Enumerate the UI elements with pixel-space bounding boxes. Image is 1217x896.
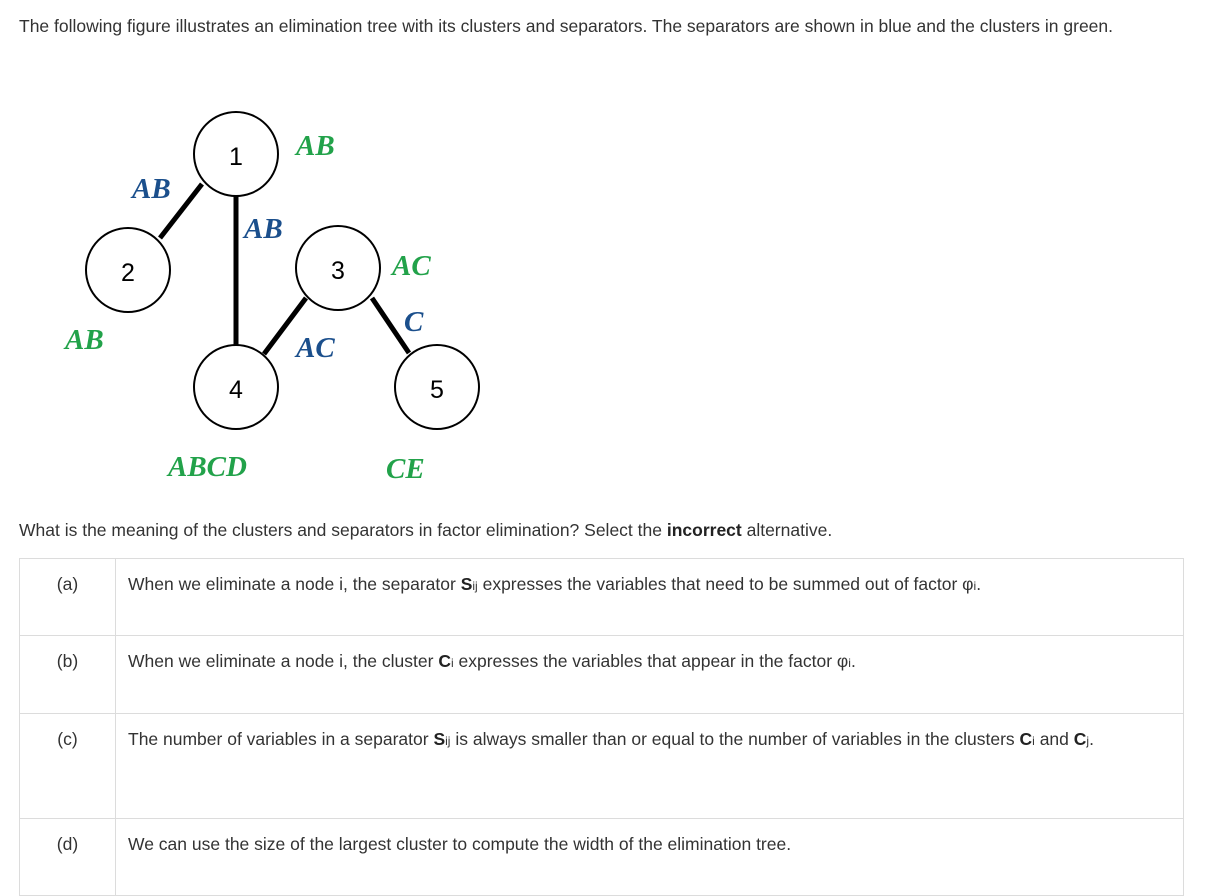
node-label-3: 3 xyxy=(331,257,345,285)
option-row-c[interactable] xyxy=(20,714,1184,819)
question-before: What is the meaning of the clusters and separators in factor elimination? Select the xyxy=(19,520,667,540)
cluster-label-2: AB xyxy=(65,324,104,356)
tree-node-1 xyxy=(194,112,278,196)
node-label-5: 5 xyxy=(430,376,444,404)
option-text-b: When we eliminate a node i, the cluster Ci expresses the variables that appear in the factor φi. xyxy=(116,636,1184,714)
options-table xyxy=(19,558,1184,896)
separator-label-3-5: C xyxy=(404,306,424,338)
option-text-a: When we eliminate a node i, the separator Sij expresses the variables that need to be summed out of factor φi. xyxy=(116,559,1184,636)
node-label-2: 2 xyxy=(121,259,135,287)
cluster-label-1: AB xyxy=(296,130,335,162)
node-label-4: 4 xyxy=(229,376,243,404)
cluster-label-4: ABCD xyxy=(168,451,247,483)
option-row-a[interactable] xyxy=(20,559,1184,636)
option-text-d: We can use the size of the largest cluster to compute the width of the elimination tree. xyxy=(116,819,1184,896)
separator-label-1-2: AB xyxy=(132,173,171,205)
separator-label-1-4: AB xyxy=(244,213,283,245)
tree-node-4 xyxy=(194,345,278,429)
cluster-label-5: CE xyxy=(386,453,425,485)
intro-text: The following figure illustrates an elimination tree with its clusters and separators. The separators are shown in blue and the clusters in green. xyxy=(19,16,1113,36)
tree-node-2 xyxy=(86,228,170,312)
option-letter-d: (d) xyxy=(20,819,116,896)
tree-node-3 xyxy=(296,226,380,310)
option-row-b[interactable] xyxy=(20,636,1184,714)
option-letter-c: (c) xyxy=(20,714,116,819)
elimination-tree-figure xyxy=(0,0,520,500)
option-letter-b: (b) xyxy=(20,636,116,714)
option-row-d[interactable] xyxy=(20,819,1184,896)
tree-node-5 xyxy=(395,345,479,429)
option-letter-a: (a) xyxy=(20,559,116,636)
question-after: alternative. xyxy=(741,520,833,540)
separator-label-3-4: AC xyxy=(296,332,335,364)
node-label-1: 1 xyxy=(229,143,243,171)
cluster-label-3: AC xyxy=(392,250,431,282)
question-text xyxy=(19,516,832,544)
option-text-c: The number of variables in a separator Sij is always smaller than or equal to the number of variables in the clusters Ci and Cj. xyxy=(116,714,1184,819)
question-bold: incorrect xyxy=(666,520,742,540)
